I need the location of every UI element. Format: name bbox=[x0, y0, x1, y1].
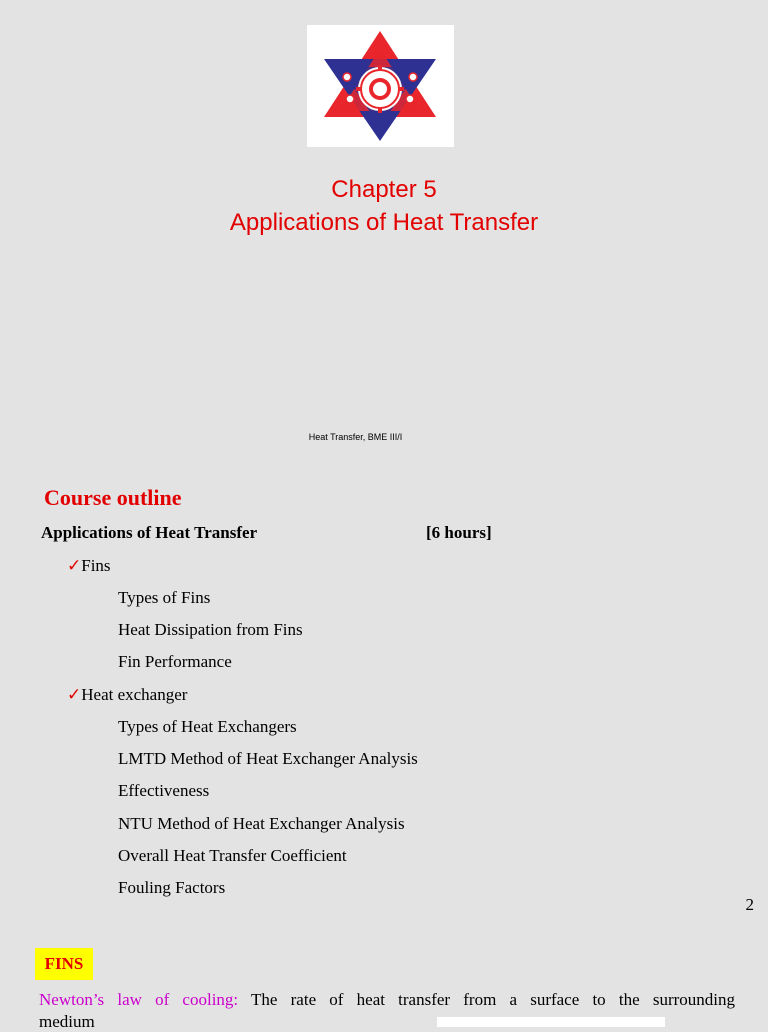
newton-law-term: Newton’s law of cooling: bbox=[39, 990, 239, 1009]
course-outline-slide bbox=[0, 455, 768, 930]
list-item: Heat Dissipation from Fins bbox=[118, 620, 303, 639]
list-item: Overall Heat Transfer Coefficient bbox=[118, 846, 347, 865]
chapter-number: Chapter 5 bbox=[331, 176, 437, 203]
page-number: 2 bbox=[745, 895, 754, 914]
list-item: Fouling Factors bbox=[118, 878, 226, 897]
newton-law-desc: The rate of heat transfer from a surface to the surrounding bbox=[251, 990, 735, 1009]
check-icon: ✓ bbox=[67, 556, 82, 575]
list-item: Types of Heat Exchangers bbox=[118, 717, 297, 736]
section-label: Fins bbox=[81, 556, 111, 575]
list-item: LMTD Method of Heat Exchanger Analysis bbox=[118, 749, 418, 768]
university-logo bbox=[307, 25, 454, 147]
check-icon: ✓ bbox=[67, 685, 82, 704]
list-item: Types of Fins bbox=[118, 588, 211, 607]
section-fins bbox=[67, 556, 111, 576]
section-heat-exchanger bbox=[67, 685, 187, 705]
outline-title: Course outline bbox=[44, 485, 182, 510]
outline-subtitle: Applications of Heat Transfer bbox=[41, 523, 258, 542]
section-label: Heat exchanger bbox=[81, 685, 188, 704]
fins-slide bbox=[0, 930, 768, 1031]
outline-duration: [6 hours] bbox=[426, 523, 492, 542]
list-item: NTU Method of Heat Exchanger Analysis bbox=[118, 814, 405, 833]
chapter-title: Applications of Heat Transfer bbox=[229, 209, 539, 236]
title-slide bbox=[0, 0, 768, 455]
list-item: Fin Performance bbox=[118, 652, 232, 671]
fins-label: FINS bbox=[35, 948, 93, 980]
equation-box bbox=[437, 1017, 665, 1027]
newton-law-text bbox=[39, 989, 735, 1011]
newton-law-continuation: medium bbox=[39, 1012, 95, 1031]
list-item: Effectiveness bbox=[118, 781, 210, 800]
slide-footer: Heat Transfer, BME III/I bbox=[308, 432, 403, 442]
logo-star-icon bbox=[307, 25, 454, 147]
